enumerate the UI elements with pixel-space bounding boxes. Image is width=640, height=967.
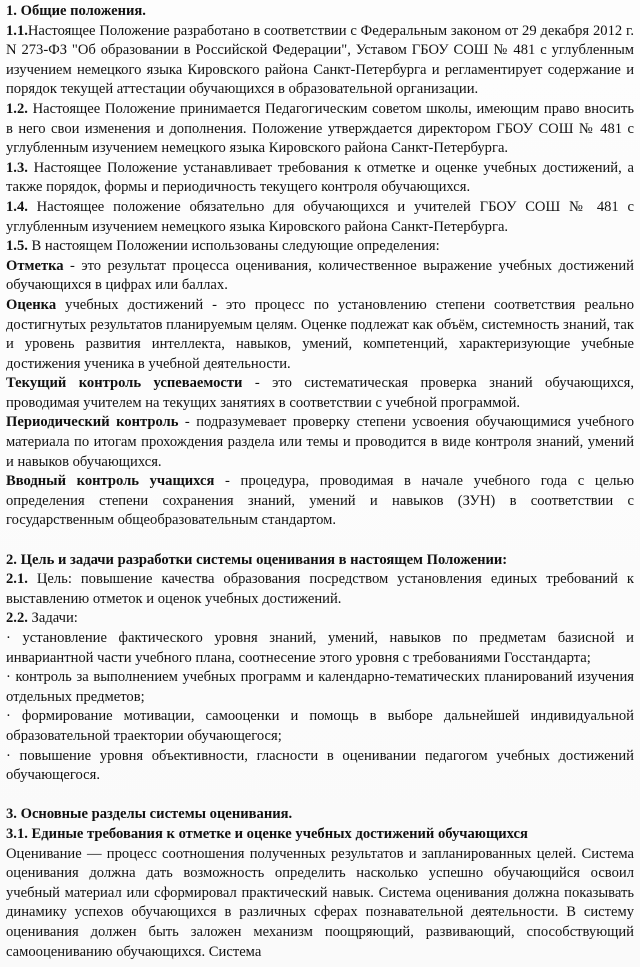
definition-entry-control — [6, 472, 634, 531]
subsection-3-1-title: 3.1. Единые требования к отметке и оценке учебных достижений обучающихся — [6, 825, 528, 842]
paragraph-number: 1.5. — [6, 238, 28, 255]
section-3-title: 3. Основные разделы системы оценивания. — [6, 806, 293, 823]
task-item-4: · повышение уровня объективности, гласности в оценивании педагогом учебных достижений обучающегося. — [6, 747, 634, 784]
paragraph-text: Задачи: — [27, 610, 78, 627]
paragraph-1-3 — [6, 159, 634, 198]
paragraph-1-4 — [6, 198, 634, 237]
document-body — [6, 2, 634, 962]
definition-term: Текущий контроль успеваемости — [6, 375, 243, 392]
definition-otmetka — [6, 257, 634, 296]
paragraph-text: Настоящее Положение принимается Педагогическим советом школы, имеющим право вносить в него свои изменения и дополнения. Положение утверждается директором ГБОУ СОШ № 481 с углубленным изучением немецкого языка Кировского района Санкт-Петербурга. — [6, 100, 634, 157]
paragraph-number: 2.2. — [6, 610, 28, 627]
definition-current-control — [6, 374, 634, 413]
paragraph-number: 1.4. — [6, 198, 28, 215]
definition-periodic-control — [6, 413, 634, 472]
definition-term: Периодический контроль — [6, 414, 179, 431]
paragraph-number: 1.2. — [6, 100, 28, 117]
paragraph-1-2 — [6, 100, 634, 159]
definition-text: - процедура, проводимая в начале учебного года с целью определения степени сохранения знаний, умений и навыков (ЗУН) в соответствии с государственным общеобразовательным стандартом. — [6, 473, 634, 529]
definition-term: Вводный контроль учащихся — [6, 473, 215, 490]
definition-text: - подразумевает проверку степени усвоения обучающимися учебного материала по итогам прохождения раздела или темы и проводится в виде контроля знаний, умений и навыков обучающихся. — [6, 414, 635, 470]
paragraph-2-1 — [6, 570, 634, 609]
definition-text: учебных достижений - это процесс по установлению степени соответствия реально достигнутых результатов планируемым целям. Оценке подлежат как объём, системность знаний, так и уровень развития интеллекта, навыков, умений, компетенций, характеризующие учебные достижения ученика в учебной деятельности. — [6, 296, 634, 372]
task-item-1: · установление фактического уровня знаний, умений, навыков по предметам базисной и инвариантной части учебного плана, соотнесение этого уровня с требованиями Госстандарта; — [6, 630, 634, 666]
paragraph-text: Настоящее Положение разработано в соответствии с Федеральным законом от 29 декабря 2012 г. N 273-ФЗ "Об образовании в Российской Федерации", Уставом ГБОУ СОШ № 481 с углубленным изучением немецкого языка Кировского района Санкт-Петербурга и регламентирует содержание и порядок текущей аттестации обучающихся в образовательной организации. — [6, 22, 634, 98]
task-item-2: · контроль за выполнением учебных программ и календарно-тематических планирований изучения отдельных предметов; — [6, 669, 634, 705]
paragraph-1-1 — [6, 22, 634, 100]
spacer — [6, 786, 634, 806]
definition-text: - это систематическая проверка знаний обучающихся, проводимая учителем на текущих занятиях в соответствии с учебной программой. — [6, 375, 635, 411]
definition-term: Оценка — [6, 296, 57, 313]
spacer — [6, 531, 634, 551]
definition-term: Отметка — [6, 257, 64, 274]
task-item-3: · формирование мотивации, самооценки и помощь в выборе дальнейшей индивидуальной образовательной траектории обучающегося; — [6, 708, 634, 744]
section-1-title: 1. Общие положения. — [6, 3, 146, 19]
paragraph-text: В настоящем Положении использованы следующие определения: — [27, 238, 440, 255]
paragraph-text: Цель: повышение качества образования посредством установления единых требований к выставлению отметок и оценок учебных достижений. — [6, 571, 634, 607]
paragraph-number: 1.3. — [6, 159, 28, 176]
paragraph-text: Настоящее положение обязательно для обучающихся и учителей ГБОУ СОШ № 481 с углубленным изучением немецкого языка Кировского района Санкт-Петербурга. — [6, 198, 634, 235]
paragraph-3-1: Оценивание — процесс соотношения полученных результатов и запланированных целей. Система оценивания должна дать возможность определить насколько успешно обучающийся освоил учебный материал или сформировал практический навык. Система оценивания должна показывать динамику успехов обучающихся в различных сферах познавательной деятельности. В систему оценивания должен быть заложен механизм поощряющий, развивающий, способствующий самооцениванию обучающихся. Система — [6, 845, 634, 960]
paragraph-text: Настоящее Положение устанавливает требования к отметке и оценке учебных достижений, а также порядок, формы и периодичность текущего контроля обучающихся. — [6, 159, 634, 196]
paragraph-number: 1.1. — [6, 22, 28, 39]
paragraph-number: 2.1. — [6, 571, 28, 588]
section-2-title: 2. Цель и задачи разработки системы оценивания в настоящем Положении: — [6, 551, 508, 568]
definition-ocenka — [6, 296, 634, 374]
definition-text: - это результат процесса оценивания, количественное выражение учебных достижений обучающихся в цифрах или баллах. — [6, 257, 634, 294]
paragraph-1-5 — [6, 237, 634, 257]
paragraph-2-2 — [6, 609, 634, 629]
